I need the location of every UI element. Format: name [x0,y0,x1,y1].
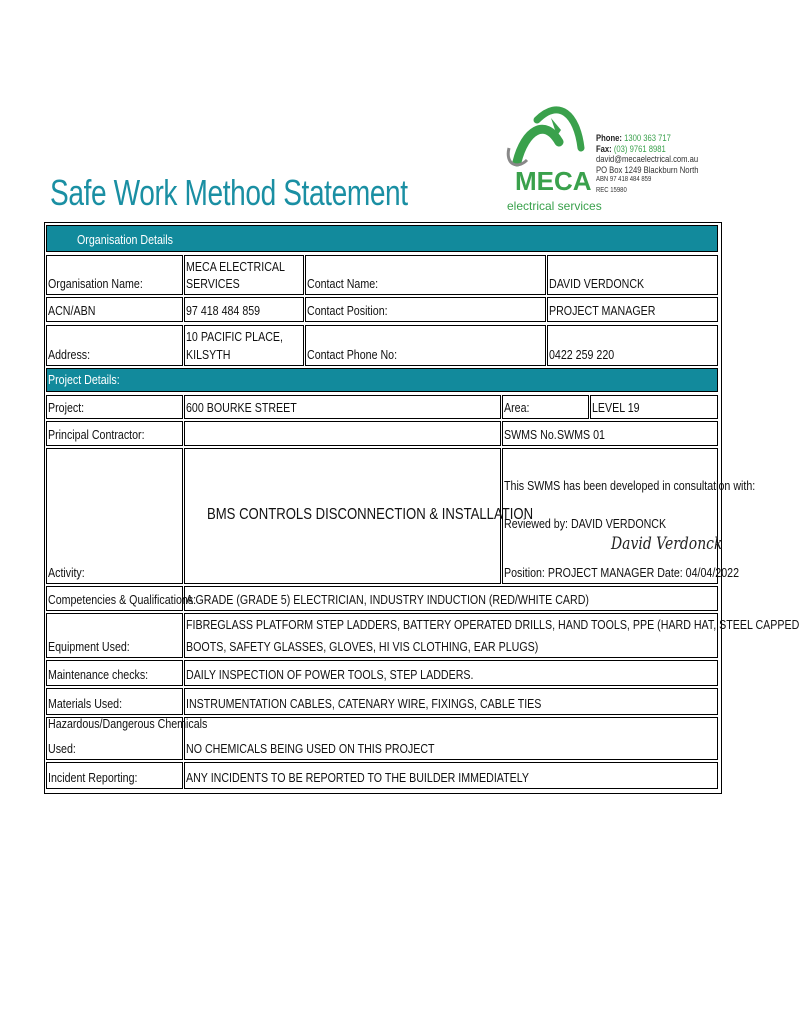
contact-position-value: PROJECT MANAGER [547,297,718,322]
company-email: david@mecaelectrical.com.au [596,154,699,164]
organisation-name-label: Organisation Name: [46,255,183,295]
company-abn: ABN 97 418 484 859 [596,176,652,183]
equipment-value: FIBREGLASS PLATFORM STEP LADDERS, BATTERY OPERATED DRILLS, HAND TOOLS, PPE (HARD HAT, STEEL CAPPED BOOTS, SAFETY GLASSES, GLOVES, HI VIS CLOTHING, EAR PLUGS) [184,613,718,658]
maintenance-value: DAILY INSPECTION OF POWER TOOLS, STEP LADDERS. [184,660,718,686]
materials-label: Materials Used: [46,688,183,715]
incident-reporting-label: Incident Reporting: [46,762,183,789]
contact-name-value: DAVID VERDONCK [547,255,718,295]
company-contact-block [596,133,698,196]
address-value: 10 PACIFIC PLACE, KILSYTH [184,325,304,366]
principal-contractor-label: Principal Contractor: [46,421,183,446]
company-fax: (03) 9761 8981 [613,143,666,154]
consultation-block: This SWMS has been developed in consultation with: Reviewed by: DAVID VERDONCK David Verdonck Position: PROJECT MANAGER Date: 04/04/2022 [502,448,718,584]
chemicals-label: Hazardous/Dangerous Chemicals Used: [46,717,183,760]
area-value: LEVEL 19 [590,395,718,419]
activity-value: BMS CONTROLS DISCONNECTION & INSTALLATION [184,448,501,584]
area-label: Area: [502,395,589,419]
contact-name-label: Contact Name: [305,255,546,295]
project-value: 600 BOURKE STREET [184,395,501,419]
swms-number: SWMS No. SWMS 01 [502,421,718,446]
project-label: Project: [46,395,183,419]
organisation-section-header: Organisation Details [46,225,718,252]
maintenance-label: Maintenance checks: [46,660,183,686]
acn-value: 97 418 484 859 [184,297,304,322]
contact-phone-label: Contact Phone No: [305,325,546,366]
materials-value: INSTRUMENTATION CABLES, CATENARY WIRE, FIXINGS, CABLE TIES [184,688,718,715]
signature: David Verdonck [611,534,723,554]
chemicals-value: NO CHEMICALS BEING USED ON THIS PROJECT [184,717,718,760]
competencies-value: A GRADE (GRADE 5) ELECTRICIAN, INDUSTRY INDUCTION (RED/WHITE CARD) [184,586,718,611]
contact-position-label: Contact Position: [305,297,546,322]
company-rec: REC 15980 [596,186,627,194]
project-section-header: Project Details: [46,368,718,392]
acn-label: ACN/ABN [46,297,183,322]
address-label: Address: [46,325,183,366]
phone-label: Phone: [596,133,622,143]
logo-tagline: electrical services [507,199,602,213]
organisation-name-value: MECA ELECTRICAL SERVICES [184,255,304,295]
page-title: Safe Work Method Statement [50,172,408,213]
competencies-label: Competencies & Qualifications: [46,586,183,611]
principal-contractor-value [184,421,501,446]
activity-label: Activity: [46,448,183,584]
company-po-box: PO Box 1249 Blackburn North [596,164,699,175]
incident-reporting-value: ANY INCIDENTS TO BE REPORTED TO THE BUILDER IMMEDIATELY [184,762,718,789]
company-phone: 1300 363 717 [624,133,671,143]
fax-label: Fax: [596,143,612,154]
logo-name: MECA [515,166,592,196]
equipment-label: Equipment Used: [46,613,183,658]
contact-phone-value: 0422 259 220 [547,325,718,366]
